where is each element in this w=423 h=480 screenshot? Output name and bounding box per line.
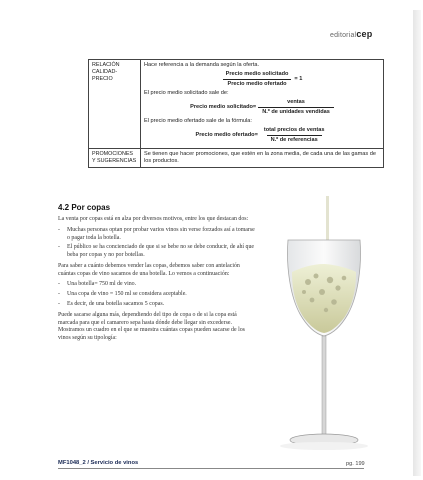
wine-glass-photo bbox=[268, 196, 376, 458]
formula-result: = 1 bbox=[294, 75, 303, 82]
formula-denominator: N.º de unidades vendidas bbox=[258, 107, 334, 116]
page-number: pg. 199 bbox=[346, 461, 365, 467]
section-body bbox=[58, 216, 258, 346]
formula-numerator: total precios de ventas bbox=[263, 126, 325, 133]
bullet-list bbox=[58, 227, 258, 260]
table-row bbox=[89, 148, 384, 167]
row-intro: Hace referencia a la demanda según la oferta. bbox=[144, 62, 260, 68]
formula-numerator: Precio medio solicitado bbox=[225, 70, 289, 77]
formula-requested bbox=[144, 99, 380, 116]
row-line: El precio medio solicitado sale de: bbox=[144, 89, 229, 96]
footer-course: MF1048_2 / Servicio de vinos bbox=[58, 460, 139, 466]
formula-numerator: ventas bbox=[287, 98, 305, 105]
formula-lead: Precio medio solicitado= bbox=[190, 103, 257, 110]
brand-name: cep bbox=[356, 29, 373, 39]
row-content bbox=[141, 60, 384, 149]
formula-offered bbox=[144, 127, 380, 144]
row-label: RELACIÓN CALIDAD-PRECIO bbox=[89, 60, 141, 149]
formula-denominator: N.º de referencias bbox=[267, 135, 322, 144]
page-edge bbox=[413, 10, 421, 476]
formula-lead: Precio medio ofertado= bbox=[195, 131, 258, 138]
paragraph: Puede sacarse alguna más, dependiendo del tipo de copa o de si la copa está marcada para que el camarero sepa hasta dónde debe llegar sin excederse. Mostramos un cuadro en el que se muestra cuántas copas pueden sacarse de los vinos según su tipología: bbox=[58, 311, 245, 342]
list-item: - Es decir, de una botella sacamos 5 copas. bbox=[58, 301, 258, 309]
brand-prefix: editorial bbox=[330, 32, 357, 39]
publisher-brand bbox=[330, 29, 372, 39]
pricing-table bbox=[88, 59, 384, 168]
row-content: Se tienen que hacer promociones, que estén en la zona media, de cada una de las gamas de los productos. bbox=[141, 148, 384, 167]
formula-ratio bbox=[144, 71, 380, 88]
row-line: El precio medio ofertado sale de la fórmula: bbox=[144, 117, 252, 124]
row-label: PROMOCIONES Y SUGERENCIAS bbox=[89, 148, 141, 167]
bullet-list bbox=[58, 281, 258, 308]
list-item: - Una botella= 750 ml de vino. bbox=[58, 281, 258, 289]
list-item: - Muchas personas optan por probar varios vinos sin verse forzados así a tomarse o pagar toda la botella. bbox=[58, 227, 258, 243]
footer-divider bbox=[58, 468, 364, 469]
list-item: - Una copa de vino = 150 ml se considera aceptable. bbox=[58, 291, 258, 299]
list-item: - El público se ha concienciado de que si se bebe no se debe conducir, de ahí que beba por copas y no por botellas. bbox=[58, 244, 258, 260]
paragraph: Para saber a cuánto debemos vender las copas, debemos saber con antelación cuántas copas de vino sacamos de una botella. Lo vemos a continuación: bbox=[58, 262, 240, 277]
section-title: 4.2 Por copas bbox=[58, 203, 111, 212]
paragraph: La venta por copas está en alza por diversos motivos, entre los que destacan dos: bbox=[58, 216, 249, 222]
formula-denominator: Precio medio ofertado bbox=[223, 79, 290, 88]
table-row bbox=[89, 60, 384, 149]
